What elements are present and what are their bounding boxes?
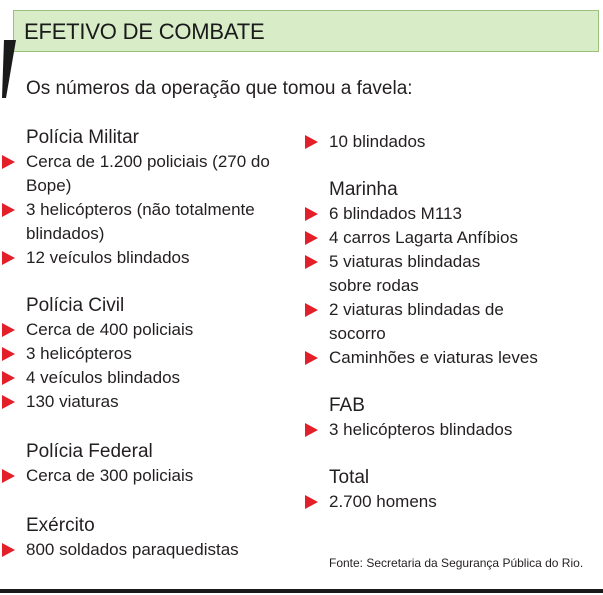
list-item: Caminhões e viaturas leves	[303, 346, 603, 370]
footer-divider	[0, 589, 603, 593]
list-item: 2 viaturas blindadas de socorro	[303, 298, 519, 346]
list-item: Cerca de 1.200 policiais (270 do Bope)	[0, 150, 300, 198]
arrow-icon	[2, 469, 15, 483]
section-title: FAB	[329, 395, 365, 416]
subtitle: Os números da operação que tomou a favela:	[26, 78, 413, 99]
list-item: 3 helicópteros (não totalmente blindados)	[0, 198, 300, 246]
arrow-icon	[2, 395, 15, 409]
list-item: 12 veículos blindados	[0, 246, 300, 270]
arrow-icon	[305, 423, 318, 437]
section-continuation	[303, 126, 603, 154]
section-marinha	[303, 178, 603, 370]
right-column	[303, 126, 603, 514]
list-item: Cerca de 400 policiais	[0, 318, 300, 342]
arrow-icon	[305, 135, 318, 149]
list-item: 3 helicópteros blindados	[303, 418, 603, 442]
header-bracket-icon	[0, 38, 20, 100]
header-title: EFETIVO DE COMBATE	[24, 19, 265, 44]
section-policia-civil	[0, 294, 300, 414]
list-item: 800 soldados paraquedistas	[0, 538, 300, 562]
arrow-icon	[305, 495, 318, 509]
section-title: Marinha	[329, 179, 398, 200]
section-header	[13, 10, 599, 52]
section-exercito	[0, 514, 300, 562]
arrow-icon	[2, 371, 15, 385]
list-item: 130 viaturas	[0, 390, 300, 414]
list-item: 10 blindados	[303, 130, 603, 154]
arrow-icon	[305, 303, 318, 317]
arrow-icon	[2, 155, 15, 169]
left-column	[0, 126, 300, 562]
section-title: Exército	[26, 515, 95, 536]
arrow-icon	[2, 543, 15, 557]
section-title: Polícia Civil	[26, 295, 125, 316]
section-title: Polícia Militar	[26, 127, 139, 148]
arrow-icon	[305, 231, 318, 245]
section-total	[303, 466, 603, 514]
list-item: 5 viaturas blindadas sobre rodas	[303, 250, 519, 298]
arrow-icon	[2, 203, 15, 217]
source-credit: Fonte: Secretaria da Segurança Pública do Rio.	[329, 556, 584, 570]
arrow-icon	[305, 351, 318, 365]
section-policia-militar	[0, 126, 300, 270]
section-policia-federal	[0, 440, 300, 488]
arrow-icon	[2, 347, 15, 361]
list-item: 2.700 homens	[303, 490, 603, 514]
list-item: 4 veículos blindados	[0, 366, 300, 390]
list-item: 4 carros Lagarta Anfíbios	[303, 226, 603, 250]
section-title: Total	[329, 467, 370, 488]
arrow-icon	[305, 255, 318, 269]
section-title: Polícia Federal	[26, 441, 153, 462]
arrow-icon	[2, 251, 15, 265]
list-item: 6 blindados M113	[303, 202, 603, 226]
arrow-icon	[2, 323, 15, 337]
arrow-icon	[305, 207, 318, 221]
section-fab	[303, 394, 603, 442]
list-item: 3 helicópteros	[0, 342, 300, 366]
list-item: Cerca de 300 policiais	[0, 464, 300, 488]
